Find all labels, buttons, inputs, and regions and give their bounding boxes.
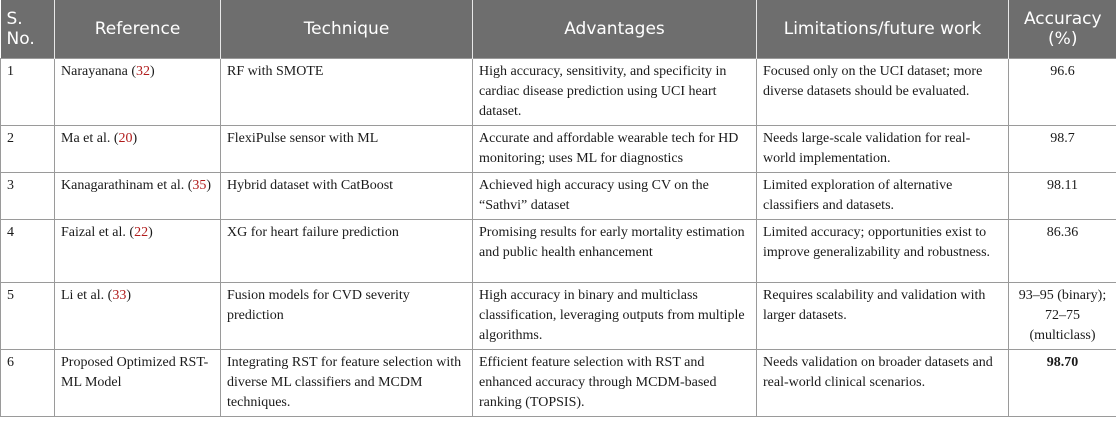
- table-row: [1, 283, 1116, 350]
- cell-reference: [55, 220, 221, 283]
- table-row: [1, 59, 1116, 126]
- reference-close: ): [206, 178, 212, 193]
- cell-technique: XG for heart failure prediction: [221, 220, 473, 283]
- cell-technique: Fusion models for CVD severity prediction: [221, 283, 473, 350]
- cell-reference: [55, 283, 221, 350]
- cell-reference: [55, 173, 221, 220]
- cell-accuracy: 98.7: [1009, 126, 1116, 173]
- cell-accuracy: 86.36: [1009, 220, 1116, 283]
- header-reference: Reference: [55, 0, 221, 59]
- cell-sno: 5: [1, 283, 55, 350]
- cell-limitations: Focused only on the UCI dataset; more diverse datasets should be evaluated.: [757, 59, 1009, 126]
- cell-technique: FlexiPulse sensor with ML: [221, 126, 473, 173]
- header-sno: S. No.: [1, 0, 55, 59]
- cell-technique: Hybrid dataset with CatBoost: [221, 173, 473, 220]
- cell-advantages: High accuracy in binary and multiclass classification, leveraging outputs from multiple algorithms.: [473, 283, 757, 350]
- cell-advantages: Promising results for early mortality estimation and public health enhancement: [473, 220, 757, 283]
- table-body: [1, 59, 1116, 417]
- cell-limitations: Needs validation on broader datasets and real-world clinical scenarios.: [757, 350, 1009, 417]
- table-row: [1, 220, 1116, 283]
- cell-advantages: Accurate and affordable wearable tech for HD monitoring; uses ML for diagnostics: [473, 126, 757, 173]
- header-technique: Technique: [221, 0, 473, 59]
- cell-sno: 2: [1, 126, 55, 173]
- cell-advantages: High accuracy, sensitivity, and specificity in cardiac disease prediction using UCI heart dataset.: [473, 59, 757, 126]
- table-row: [1, 173, 1116, 220]
- cell-sno: 1: [1, 59, 55, 126]
- citation-link[interactable]: 32: [136, 64, 151, 79]
- cell-advantages: Achieved high accuracy using CV on the “Sathvi” dataset: [473, 173, 757, 220]
- header-advantages: Advantages: [473, 0, 757, 59]
- cell-sno: 3: [1, 173, 55, 220]
- citation-link[interactable]: 22: [134, 225, 149, 240]
- cell-reference: [55, 126, 221, 173]
- table-header: [1, 0, 1116, 59]
- cell-accuracy: 98.11: [1009, 173, 1116, 220]
- cell-advantages: Efficient feature selection with RST and enhanced accuracy through MCDM-based ranking (TOPSIS).: [473, 350, 757, 417]
- cell-accuracy: 93–95 (binary); 72–75 (multiclass): [1009, 283, 1116, 350]
- reference-close: ): [148, 225, 153, 240]
- cell-limitations: Requires scalability and validation with larger datasets.: [757, 283, 1009, 350]
- cell-sno: 6: [1, 350, 55, 417]
- cell-technique: Integrating RST for feature selection with diverse ML classifiers and MCDM techniques.: [221, 350, 473, 417]
- reference-author: Faizal et al. (: [61, 225, 135, 240]
- table-row: [1, 126, 1116, 173]
- reference-close: ): [150, 64, 155, 79]
- cell-limitations: Needs large-scale validation for real-world implementation.: [757, 126, 1009, 173]
- table-row: [1, 350, 1116, 417]
- header-row: [1, 0, 1116, 59]
- citation-link[interactable]: 33: [112, 288, 127, 303]
- cell-sno: 4: [1, 220, 55, 283]
- reference-author: Narayanana (: [61, 64, 137, 79]
- reference-author: Ma et al. (: [61, 131, 119, 146]
- cell-reference: [55, 59, 221, 126]
- header-limitations: Limitations/future work: [757, 0, 1009, 59]
- cell-technique: RF with SMOTE: [221, 59, 473, 126]
- cell-accuracy: 98.70: [1009, 350, 1116, 417]
- cell-accuracy: 96.6: [1009, 59, 1116, 126]
- reference-close: ): [126, 288, 131, 303]
- reference-author: Li et al. (: [61, 288, 113, 303]
- cell-limitations: Limited accuracy; opportunities exist to improve generalizability and robustness.: [757, 220, 1009, 283]
- cell-limitations: Limited exploration of alternative classifiers and datasets.: [757, 173, 1009, 220]
- reference-author: Kanagarathinam et al. (: [61, 178, 193, 193]
- cell-reference: Proposed Optimized RST-ML Model: [55, 350, 221, 417]
- citation-link[interactable]: 35: [192, 178, 207, 193]
- header-accuracy: Accuracy (%): [1009, 0, 1116, 59]
- reference-close: ): [132, 131, 138, 146]
- citation-link[interactable]: 20: [118, 131, 133, 146]
